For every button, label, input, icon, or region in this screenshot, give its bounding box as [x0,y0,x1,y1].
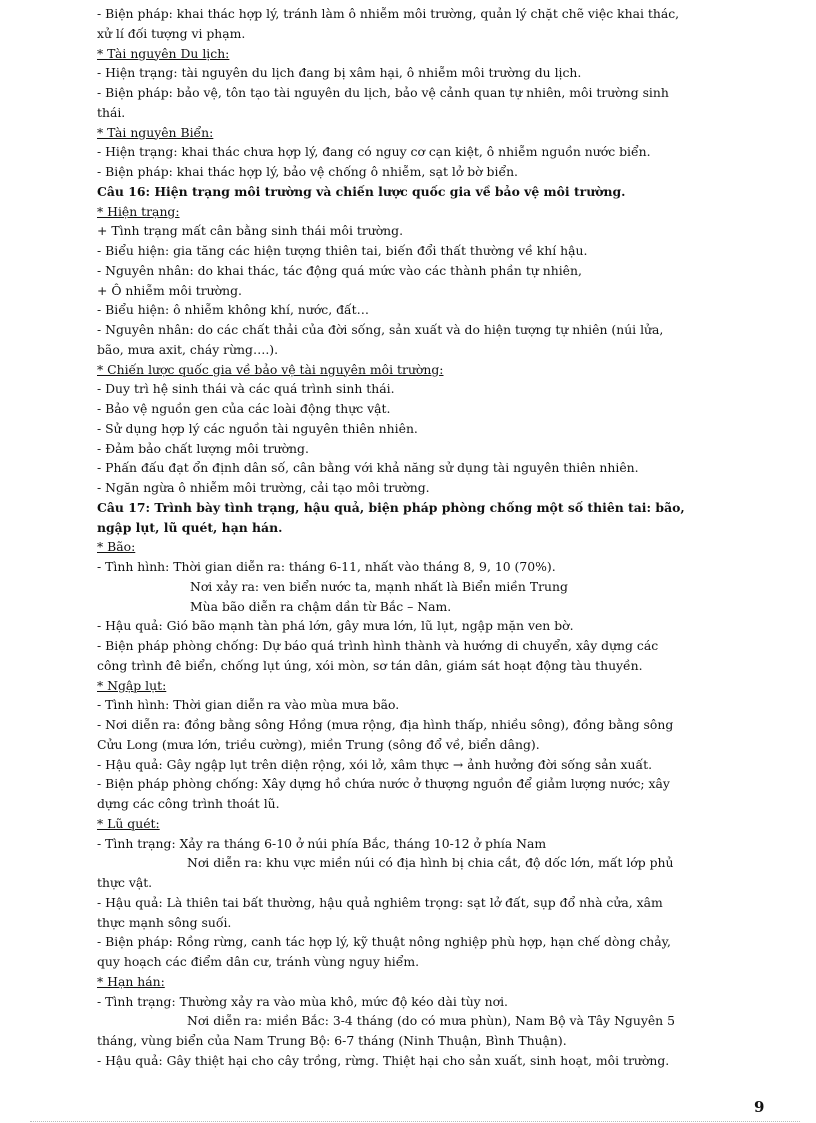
text-line: - Hiện trạng: khai thác chưa hợp lý, đang có nguy cơ cạn kiệt, ô nhiễm nguồn nước biển. [97,144,651,160]
section-heading: * Tài nguyên Du lịch: [97,45,230,61]
text-line: - Tình hình: Thời gian diễn ra vào mùa mưa bão. [97,697,400,713]
text-line: - Duy trì hệ sinh thái và các quá trình sinh thái. [97,381,395,397]
text-line: - Phấn đấu đạt ổn định dân số, cân bằng với khả năng sử dụng tài nguyên thiên nhiên. [97,460,639,476]
text-line: - Sử dụng hợp lý các nguồn tài nguyên thiên nhiên. [97,420,418,436]
text-line: Nơi diễn ra: khu vực miền núi có địa hình bị chia cắt, độ dốc lớn, mất lớp phủ [187,855,674,871]
text-line: thực mạnh sông suối. [97,914,232,930]
text-line: xử lí đối tượng vi phạm. [97,25,246,41]
text-line: Mùa bão diễn ra chậm dần từ Bắc – Nam. [190,598,452,614]
text-line: - Bảo vệ nguồn gen của các loài động thực vật. [97,401,391,416]
document-body [97,4,765,1071]
section-heading: * Lũ quét: [97,815,160,831]
text-line: - Biện pháp: bảo vệ, tôn tạo tài nguyên du lịch, bảo vệ cảnh quan tự nhiên, môi trường sinh [97,85,669,100]
text-line: - Nơi diễn ra: đồng bằng sông Hồng (mưa rộng, địa hình thấp, nhiều sông), đồng bằng sông [97,717,674,732]
text-line: + Tình trạng mất cân bằng sinh thái môi trường. [97,223,404,239]
text-line: - Hiện trạng: tài nguyên du lịch đang bị xâm hại, ô nhiễm môi trường du lịch. [97,65,582,81]
text-line: - Ngăn ngừa ô nhiễm môi trường, cải tạo môi trường. [97,480,430,495]
section-heading: * Hạn hán: [97,973,165,989]
section-heading: * Hiện trạng: [97,203,180,219]
section-heading: * Ngập lụt: [97,677,167,693]
text-line: - Hậu quả: Gió bão mạnh tàn phá lớn, gây mưa lớn, lũ lụt, ngập mặn ven bờ. [97,618,574,634]
text-line: - Biện pháp phòng chống: Xây dựng hồ chứa nước ở thượng nguồn để giảm lượng nước; xây [97,776,670,792]
text-line: + Ô nhiễm môi trường. [97,282,242,298]
text-line: - Tình trạng: Xảy ra tháng 6-10 ở núi phía Bắc, tháng 10-12 ở phía Nam [97,835,547,851]
section-heading: * Tài nguyên Biển: [97,124,214,140]
text-line: - Biểu hiện: ô nhiễm không khí, nước, đất… [97,302,369,318]
text-line: Cửu Long (mưa lớn, triều cường), miền Trung (sông đổ về, biển dâng). [97,736,540,752]
text-line: - Đảm bảo chất lượng môi trường. [97,440,309,456]
text-line: - Hậu quả: Là thiên tai bất thường, hậu quả nghiêm trọng: sạt lở đất, sụp đổ nhà cửa, xâm [97,894,663,910]
text-line: - Biện pháp phòng chống: Dự báo quá trình hình thành và hướng di chuyển, xây dựng các [97,638,659,653]
question-heading: Câu 17: Trình bày tình trạng, hậu quả, biện pháp phòng chống một số thiên tai: bão, [97,499,685,515]
text-line: - Tình trạng: Thường xảy ra vào mùa khô, mức độ kéo dài tùy nơi. [97,993,508,1009]
text-line: thực vật. [97,875,153,890]
text-line: - Biện pháp: khai thác hợp lý, bảo vệ chống ô nhiễm, sạt lở bờ biển. [97,164,518,179]
text-line: dựng các công trình thoát lũ. [97,796,280,811]
page-number: 9 [754,1098,765,1116]
text-line: Nơi diễn ra: miền Bắc: 3-4 tháng (do có mưa phùn), Nam Bộ và Tây Nguyên 5 [187,1013,675,1029]
question-heading: ngập lụt, lũ quét, hạn hán. [97,519,283,535]
text-line: - Nguyên nhân: do khai thác, tác động quá mức vào các thành phần tự nhiên, [97,262,582,278]
question-heading: Câu 16: Hiện trạng môi trường và chiến lược quốc gia về bảo vệ môi trường. [97,183,626,199]
text-line: - Biểu hiện: gia tăng các hiện tượng thiên tai, biến đổi thất thường về khí hậu. [97,243,588,258]
text-line: tháng, vùng biển của Nam Trung Bộ: 6-7 tháng (Ninh Thuận, Bình Thuận). [97,1033,567,1048]
text-line: - Biện pháp: khai thác hợp lý, tránh làm ô nhiễm môi trường, quản lý chặt chẽ việc khai thác, [97,6,680,21]
text-line: - Tình hình: Thời gian diễn ra: tháng 6-11, nhất vào tháng 8, 9, 10 (70%). [97,559,556,574]
text-line: công trình đê biển, chống lụt úng, xói mòn, sơ tán dân, giám sát hoạt động tàu thuyền. [97,657,643,673]
text-line: quy hoạch các điểm dân cư, tránh vùng nguy hiểm. [97,954,420,969]
text-line: - Hậu quả: Gây thiệt hại cho cây trồng, rừng. Thiệt hại cho sản xuất, sinh hoạt, môi trường. [97,1052,670,1068]
text-line: - Hậu quả: Gây ngập lụt trên diện rộng, xói lở, xâm thực → ảnh hưởng đời sống sản xuất. [97,756,653,772]
section-heading: * Chiến lược quốc gia về bảo vệ tài nguyên môi trường: [97,361,444,377]
text-line: Nơi xảy ra: ven biển nước ta, mạnh nhất là Biển miền Trung [190,578,568,594]
text-line: - Biện pháp: Rồng rừng, canh tác hợp lý, kỹ thuật nông nghiệp phù hợp, hạn chế dòng chảy, [97,934,671,950]
text-line: bão, mưa axit, cháy rừng….). [97,341,279,357]
section-heading: * Bão: [97,539,136,555]
footer-divider [30,1121,800,1122]
text-line: thái. [97,104,126,120]
text-line: - Nguyên nhân: do các chất thải của đời sống, sản xuất và do hiện tượng tự nhiên (núi lửa, [97,322,664,337]
